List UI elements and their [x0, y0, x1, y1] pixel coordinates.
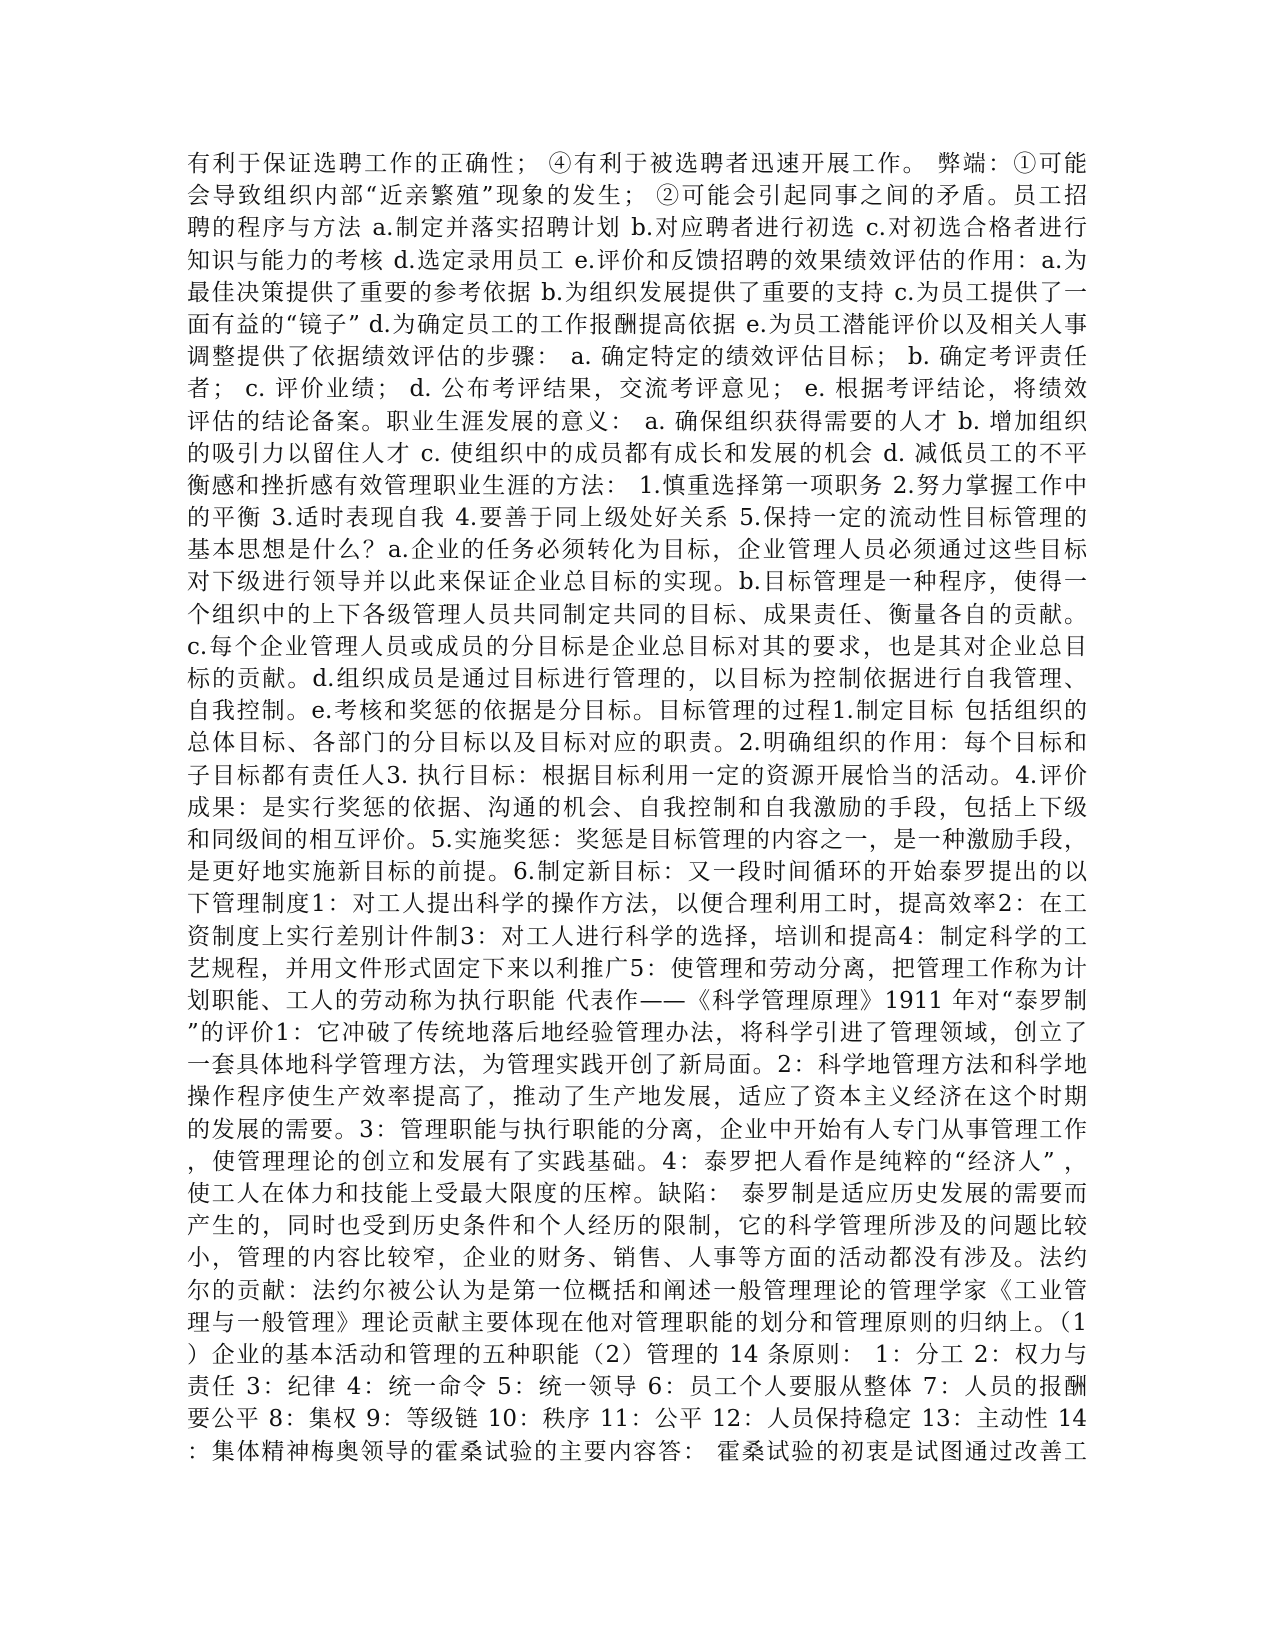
text-line-36: 尔的贡献：法约尔被公认为是第一位概括和阐述一般管理理论的管理学家《工业管 — [187, 1277, 1087, 1304]
text-line-11: 衡感和挫折感有效管理职业生涯的方法： 1.慎重选择第一项职务 2.努力掌握工作中 — [187, 472, 1087, 499]
text-line-39: 责任 3：纪律 4：统一命令 5：统一领导 6：员工个人要服从整体 7：人员的报酬 — [187, 1374, 1087, 1401]
text-line-14: 对下级进行领导并以此来保证企业总目标的实现。b.目标管理是一种程序，使得一 — [187, 569, 1087, 596]
text-line-40: 要公平 8：集权 9：等级链 10：秩序 11：公平 12：人员保持稳定 13：主动性 14 — [187, 1406, 1087, 1433]
text-line-20: 子目标都有责任人3. 执行目标：根据目标利用一定的资源开展恰当的活动。4.评价 — [187, 762, 1087, 789]
text-line-2: 会导致组织内部“近亲繁殖”现象的发生； ②可能会引起同事之间的矛盾。员工招 — [187, 183, 1087, 210]
text-line-22: 和同级间的相互评价。5.实施奖惩：奖惩是目标管理的内容之一，是一种激励手段， — [187, 826, 1087, 853]
text-line-32: ，使管理理论的创立和发展有了实践基础。4：泰罗把人看作是纯粹的“经济人” ， — [187, 1148, 1087, 1175]
body-text — [187, 148, 1087, 1468]
text-line-28: ”的评价1：它冲破了传统地落后地经验管理办法，将科学引进了管理领域，创立了 — [187, 1020, 1087, 1047]
text-line-31: 的发展的需要。3：管理职能与执行职能的分离，企业中开始有人专门从事管理工作 — [187, 1116, 1087, 1143]
text-line-38: ）企业的基本活动和管理的五种职能（2）管理的 14 条原则： 1：分工 2：权力与 — [187, 1341, 1087, 1368]
text-line-26: 艺规程，并用文件形式固定下来以利推广5：使管理和劳动分离，把管理工作称为计 — [187, 955, 1087, 982]
text-line-19: 总体目标、各部门的分目标以及目标对应的职责。2.明确组织的作用：每个目标和 — [187, 730, 1087, 757]
text-line-37: 理与一般管理》理论贡献主要体现在他对管理职能的划分和管理原则的归纳上。（1 — [187, 1309, 1087, 1336]
text-line-7: 调整提供了依据绩效评估的步骤： a. 确定特定的绩效评估目标； b. 确定考评责任 — [187, 344, 1087, 371]
text-line-33: 使工人在体力和技能上受最大限度的压榨。缺陷： 泰罗制是适应历史发展的需要而 — [187, 1181, 1087, 1207]
text-line-34: 产生的，同时也受到历史条件和个人经历的限制，它的科学管理所涉及的问题比较 — [187, 1213, 1087, 1240]
text-line-27: 划职能、工人的劳动称为执行职能 代表作——《科学管理原理》1911 年对“泰罗制 — [187, 987, 1087, 1014]
text-line-24: 下管理制度1：对工人提出科学的操作方法，以便合理利用工时，提高效率2：在工 — [187, 891, 1087, 918]
text-line-17: 标的贡献。d.组织成员是通过目标进行管理的，以目标为控制依据进行自我管理、 — [187, 666, 1087, 692]
text-line-8: 者； c. 评价业绩； d. 公布考评结果，交流考评意见； e. 根据考评结论，将绩效 — [187, 376, 1087, 403]
text-line-10: 的吸引力以留住人才 c. 使组织中的成员都有成长和发展的机会 d. 减低员工的不平 — [187, 440, 1087, 467]
text-line-16: c.每个企业管理人员或成员的分目标是企业总目标对其的要求，也是其对企业总目 — [187, 633, 1087, 660]
text-line-30: 操作程序使生产效率提高了，推动了生产地发展，适应了资本主义经济在这个时期 — [187, 1084, 1087, 1111]
text-line-6: 面有益的“镜子” d.为确定员工的工作报酬提高依据 e.为员工潜能评价以及相关人事 — [187, 311, 1087, 338]
text-line-18: 自我控制。e.考核和奖惩的依据是分目标。目标管理的过程1.制定目标 包括组织的 — [187, 698, 1087, 725]
text-line-41: ：集体精神梅奥领导的霍桑试验的主要内容答： 霍桑试验的初衷是试图通过改善工 — [187, 1438, 1087, 1465]
text-line-35: 小，管理的内容比较窄，企业的财务、销售、人事等方面的活动都没有涉及。法约 — [187, 1245, 1087, 1272]
text-line-13: 基本思想是什么？a.企业的任务必须转化为目标，企业管理人员必须通过这些目标 — [187, 537, 1087, 564]
text-line-25: 资制度上实行差别计件制3：对工人进行科学的选择，培训和提高4：制定科学的工 — [187, 923, 1087, 950]
text-line-9: 评估的结论备案。职业生涯发展的意义： a. 确保组织获得需要的人才 b. 增加组织 — [187, 408, 1087, 435]
text-line-1: 有利于保证选聘工作的正确性； ④有利于被选聘者迅速开展工作。 弊端：①可能 — [187, 151, 1087, 177]
text-line-3: 聘的程序与方法 a.制定并落实招聘计划 b.对应聘者进行初选 c.对初选合格者进行 — [187, 215, 1087, 242]
text-line-4: 知识与能力的考核 d.选定录用员工 e.评价和反馈招聘的效果绩效评估的作用：a.为 — [187, 247, 1087, 274]
text-line-15: 个组织中的上下各级管理人员共同制定共同的目标、成果责任、衡量各自的贡献。 — [187, 601, 1087, 628]
text-line-23: 是更好地实施新目标的前提。6.制定新目标：又一段时间循环的开始泰罗提出的以 — [187, 859, 1087, 886]
text-line-29: 一套具体地科学管理方法，为管理实践开创了新局面。2：科学地管理方法和科学地 — [187, 1052, 1087, 1079]
text-line-12: 的平衡 3.适时表现自我 4.要善于同上级处好关系 5.保持一定的流动性目标管理的 — [187, 505, 1087, 532]
text-line-21: 成果：是实行奖惩的依据、沟通的机会、自我控制和自我激励的手段，包括上下级 — [187, 794, 1087, 821]
text-line-5: 最佳决策提供了重要的参考依据 b.为组织发展提供了重要的支持 c.为员工提供了一 — [187, 279, 1087, 306]
